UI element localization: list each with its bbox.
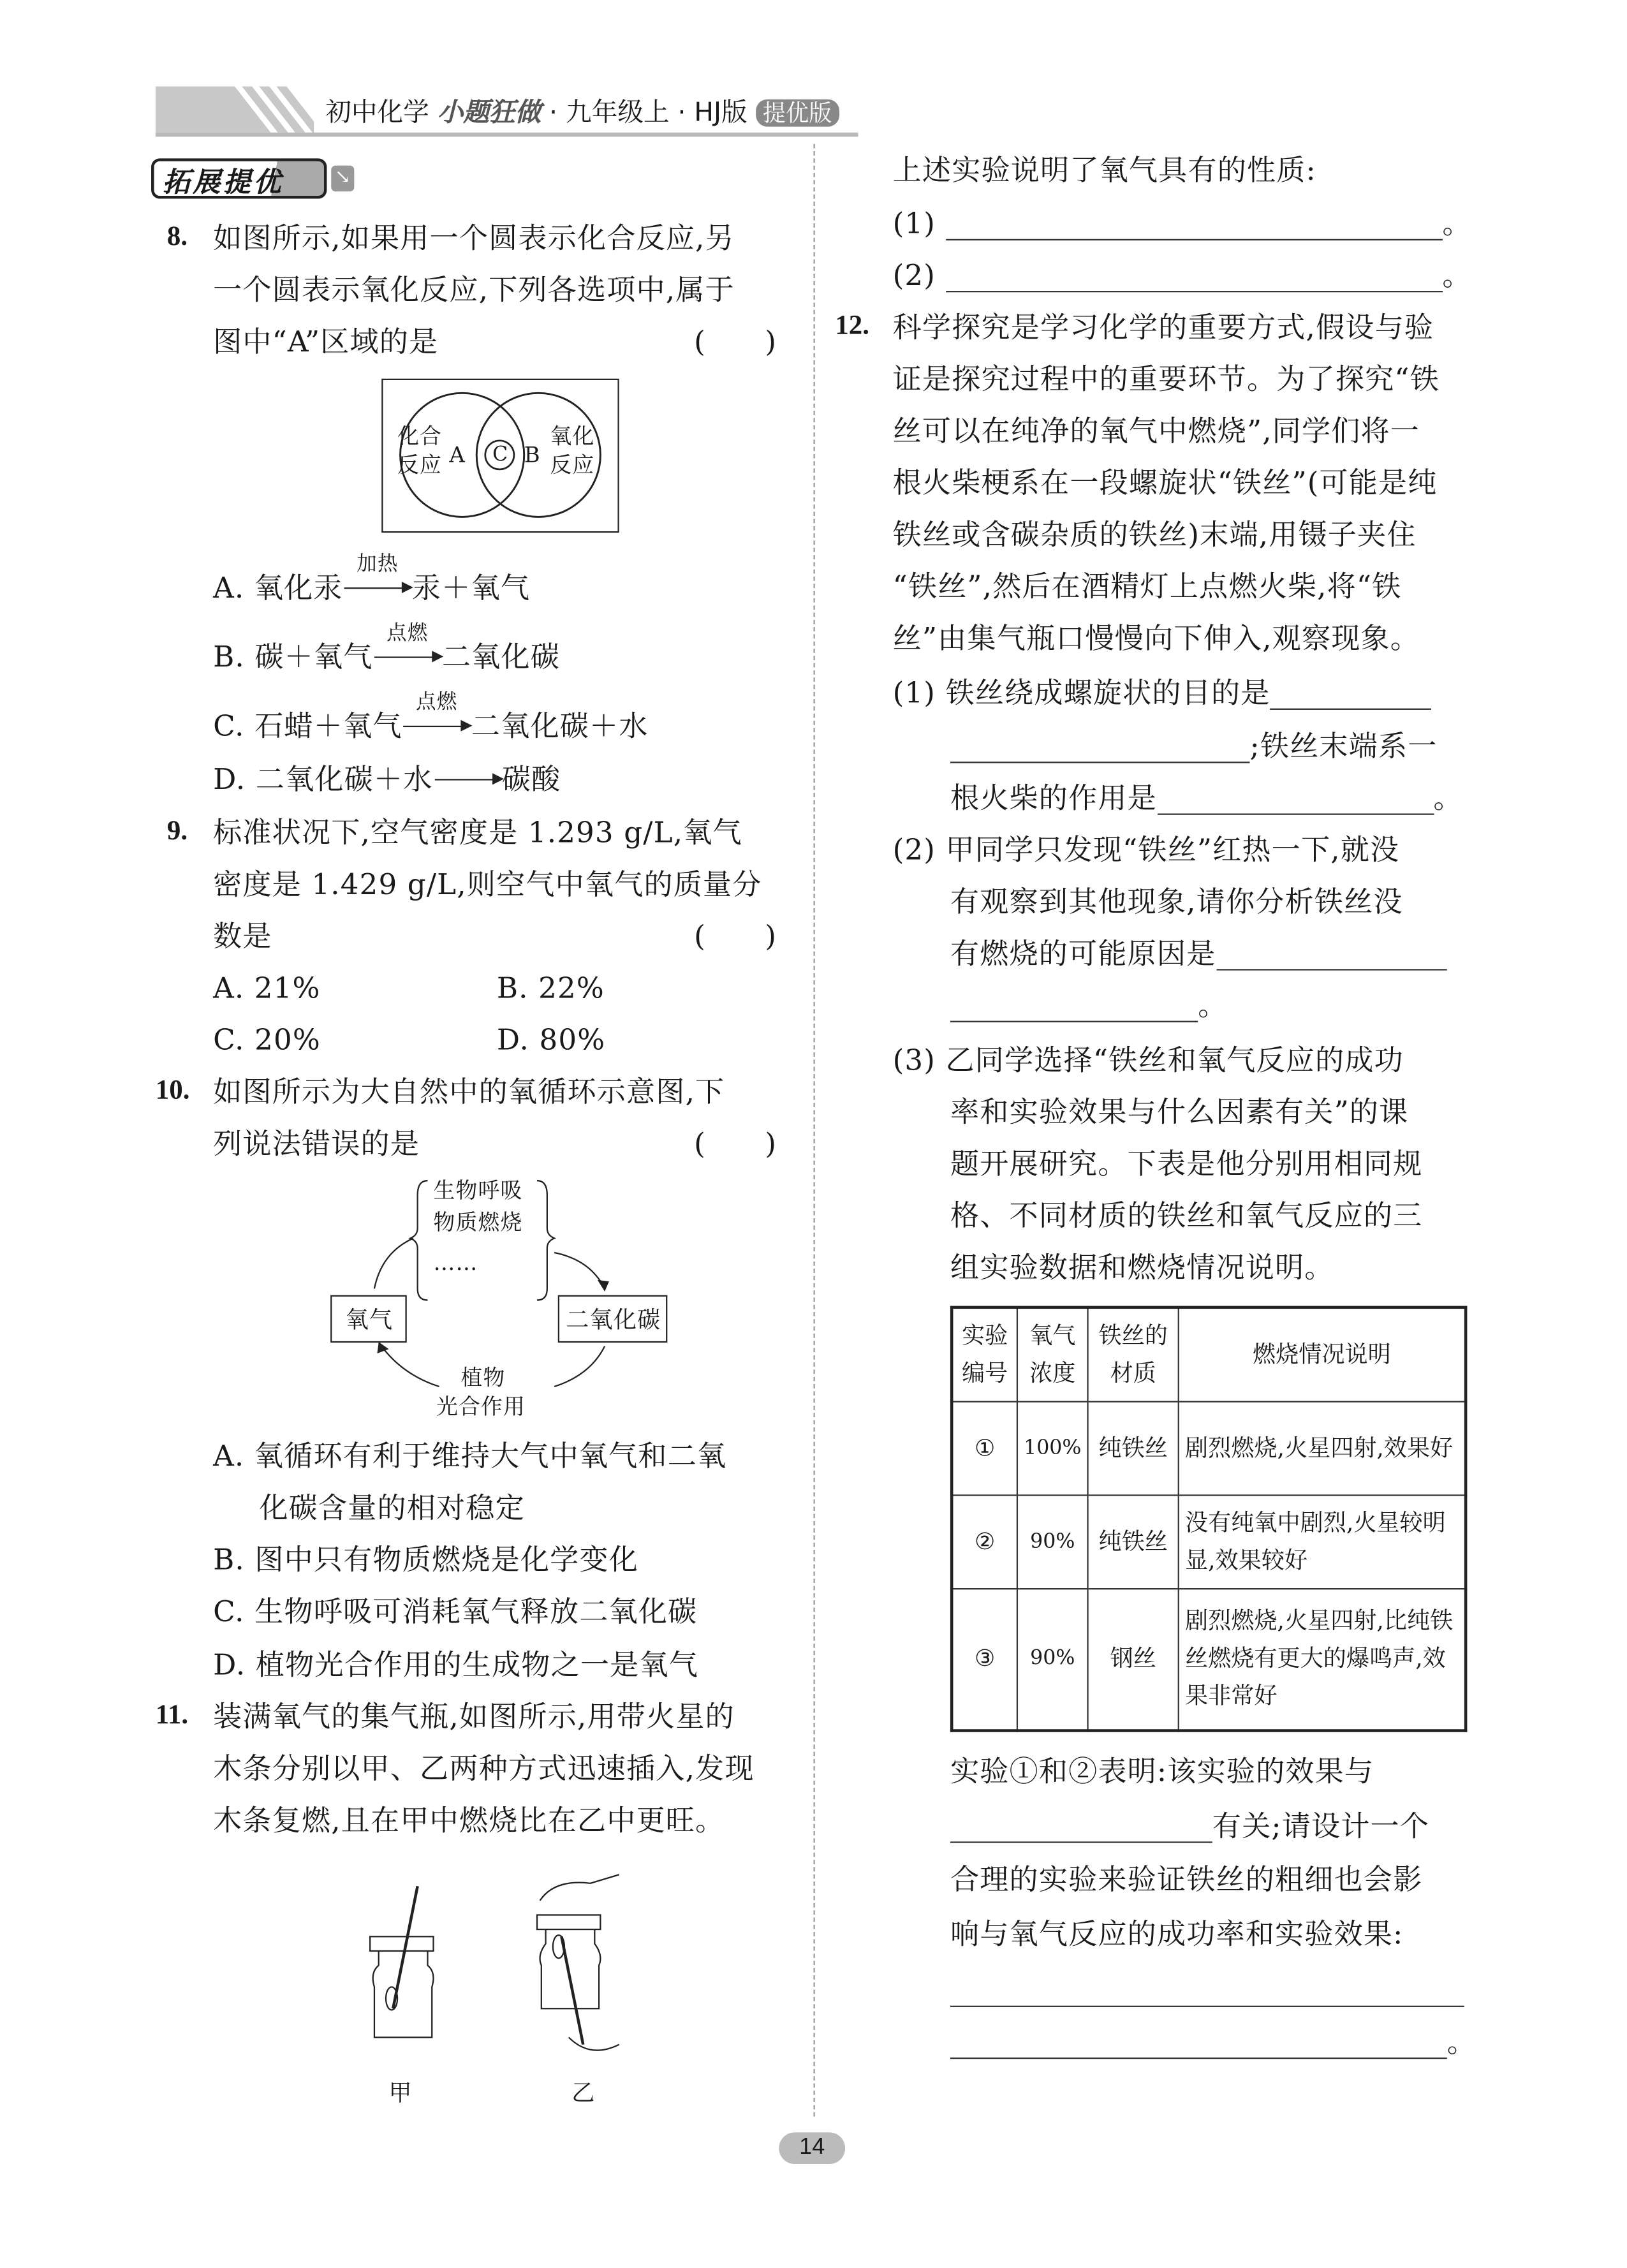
blank[interactable] — [950, 2029, 1447, 2059]
arrow-icon — [434, 779, 501, 780]
blank[interactable] — [950, 992, 1198, 1022]
venn-label: 反应 — [550, 452, 595, 478]
question-text: 格、不同材质的铁丝和氧气反应的三 — [950, 1198, 1423, 1233]
cell: 100% — [1017, 1401, 1088, 1495]
products: 碳酸 — [501, 762, 561, 797]
table-row — [952, 1494, 1466, 1588]
answer-paren[interactable]: ( ) — [694, 323, 777, 359]
question-text: (2) 甲同学只发现“铁丝”红热一下,就没 — [892, 832, 1400, 867]
question-text: 实验①和②表明:该实验的效果与 — [950, 1753, 1374, 1788]
column-divider — [813, 144, 814, 2117]
question-text: 列说法错误的是 — [213, 1126, 420, 1161]
cell: ③ — [952, 1588, 1017, 1730]
option-c[interactable]: C. 生物呼吸可消耗氧气释放二氧化碳 — [213, 1594, 698, 1629]
co2-box: 二氧化碳 — [566, 1306, 661, 1334]
option-b[interactable]: B. 22% — [496, 970, 605, 1005]
option-a-cont: 化碳含量的相对稳定 — [259, 1490, 525, 1525]
question-text: “铁丝”,然后在酒精灯上点燃火柴,将“铁 — [892, 568, 1402, 603]
arrow-icon — [374, 656, 441, 658]
header-cell — [1017, 1307, 1088, 1401]
period: 。 — [1442, 205, 1472, 241]
venn-label-c: C — [492, 443, 509, 467]
header-stripes-icon — [156, 86, 314, 135]
section-badge — [151, 158, 327, 198]
header-title — [325, 92, 839, 129]
question-text: 装满氧气的集气瓶,如图所示,用带火星的 — [213, 1698, 735, 1734]
header-badge: 提优版 — [756, 99, 839, 127]
oxygen-cycle-diagram — [324, 1174, 684, 1432]
period: 。 — [1447, 2024, 1477, 2059]
page-number: 14 — [779, 2132, 845, 2164]
cell: 90% — [1017, 1588, 1088, 1730]
question-text: 根火柴梗系在一段螺旋状“铁丝”(可能是纯 — [892, 465, 1438, 500]
arrow-icon — [404, 726, 470, 727]
cell: 剧烈燃烧,火星四射,比纯铁丝燃烧有更大的爆鸣声,效果非常好 — [1179, 1588, 1466, 1730]
item-label: (1) — [892, 205, 936, 241]
question-text: 木条分别以甲、乙两种方式迅速插入,发现 — [213, 1751, 755, 1786]
condition: 加热 — [357, 552, 399, 576]
question-text: 铁丝或含碳杂质的铁丝)末端,用镊子夹住 — [892, 517, 1417, 552]
venn-label: 化合 — [397, 423, 443, 450]
products: 二氧化碳 — [441, 639, 560, 674]
question-number: 9. — [166, 816, 188, 847]
question-text: 丝”由集气瓶口慢慢向下伸入,观察现象。 — [892, 620, 1420, 656]
reactants: 氧化汞 — [254, 570, 343, 605]
question-text: 数是 — [213, 918, 272, 954]
section-title: 拓展提优 — [163, 166, 284, 199]
figure-label-jia: 甲 — [388, 2079, 413, 2107]
header-text: 材质 — [1110, 1359, 1156, 1387]
answer-paren[interactable]: ( ) — [694, 1126, 777, 1161]
header-text: 氧气 — [1029, 1321, 1076, 1349]
question-text: 如图所示,如果用一个圆表示化合反应,另 — [213, 220, 735, 255]
option-b[interactable] — [213, 622, 560, 674]
option-a[interactable]: A. 21% — [213, 970, 321, 1005]
question-text: 响与氧气反应的成功率和实验效果: — [950, 1916, 1404, 1951]
arrow-icon — [344, 587, 411, 589]
answer-line-1[interactable] — [893, 206, 1472, 240]
question-text: 证是探究过程中的重要环节。为了探究“铁 — [892, 361, 1439, 396]
header-text: 铁丝的 — [1098, 1321, 1168, 1349]
question-text: 有关;请设计一个 — [1212, 1808, 1430, 1843]
option-label: D. — [213, 762, 246, 797]
header-subject: 初中化学 — [325, 98, 429, 128]
question-number: 11. — [155, 1700, 189, 1731]
question-number: 12. — [835, 311, 869, 342]
question-text: 有燃烧的可能原因是 — [950, 936, 1216, 971]
header-bar — [156, 86, 858, 136]
venn-label: 氧化 — [550, 423, 595, 450]
blank[interactable] — [946, 210, 1443, 240]
question-text: 木条复燃,且在甲中燃烧比在乙中更旺。 — [213, 1802, 725, 1837]
question-text: 题开展研究。下表是他分别用相同规 — [950, 1145, 1423, 1181]
header-dot: · — [677, 98, 686, 128]
cell: 没有纯氧中剧烈,火星较明显,效果较好 — [1179, 1494, 1466, 1588]
question-text: (3) 乙同学选择“铁丝和氧气反应的成功 — [892, 1042, 1404, 1077]
question-text: 一个圆表示氧化反应,下列各选项中,属于 — [213, 272, 735, 307]
header-text: 编号 — [961, 1359, 1008, 1387]
header-dot: · — [549, 98, 558, 128]
question-text: 组实验数据和燃烧情况说明。 — [950, 1249, 1334, 1285]
cell: ② — [952, 1494, 1017, 1588]
period: 。 — [1433, 780, 1463, 815]
header-edition: HJ版 — [694, 98, 747, 128]
question-text: 图中“A”区域的是 — [213, 323, 439, 359]
table-row — [952, 1588, 1466, 1730]
period: 。 — [1198, 987, 1228, 1022]
section-arrow-icon: ↘ — [331, 166, 354, 192]
question-text: (1) 铁丝绕成螺旋状的目的是 — [892, 675, 1270, 710]
header-cell — [1088, 1307, 1179, 1401]
option-c[interactable]: C. 20% — [213, 1022, 321, 1057]
venn-label-b: B — [524, 442, 541, 468]
cell: ① — [952, 1401, 1017, 1495]
cell: 纯铁丝 — [1088, 1401, 1179, 1495]
option-label: A. — [213, 570, 245, 605]
blank[interactable] — [950, 733, 1250, 763]
diagram-label: 生物呼吸 — [433, 1177, 523, 1204]
experiment-table — [950, 1306, 1467, 1732]
question-text: 有观察到其他现象,请你分析铁丝没 — [950, 884, 1403, 919]
reactants: 石蜡＋氧气 — [254, 708, 402, 743]
blank[interactable] — [950, 1813, 1212, 1843]
option-d[interactable] — [213, 762, 561, 796]
header-brand-logo: 小题狂做 — [437, 98, 541, 128]
question-text: 密度是 1.429 g/L,则空气中氧气的质量分 — [213, 867, 762, 902]
products: 二氧化碳＋水 — [471, 708, 649, 743]
question-text: 标准状况下,空气密度是 1.293 g/L,氧气 — [213, 814, 742, 850]
answer-line-2[interactable] — [893, 258, 1472, 292]
option-label: C. — [213, 708, 245, 743]
option-b[interactable]: B. 图中只有物质燃烧是化学变化 — [213, 1542, 639, 1577]
diagram-label: …… — [433, 1249, 478, 1276]
condition: 点燃 — [415, 691, 458, 714]
item-label: (2) — [892, 258, 936, 293]
question-text: 丝可以在纯净的氧气中燃烧”,同学们将一 — [892, 413, 1420, 448]
venn-label-a: A — [449, 442, 466, 468]
diagram-label: 物质燃烧 — [433, 1209, 523, 1235]
header-text: 浓度 — [1029, 1359, 1076, 1387]
gas-jar-figure — [353, 1872, 641, 2109]
blank[interactable] — [1157, 784, 1433, 814]
table-header-row — [952, 1307, 1466, 1401]
blank[interactable] — [946, 262, 1443, 292]
header-cell — [952, 1307, 1017, 1401]
venn-label: 反应 — [397, 452, 443, 478]
question-text: 科学探究是学习化学的重要方式,假设与验 — [892, 309, 1434, 344]
option-c[interactable] — [213, 691, 649, 743]
option-label: B. — [213, 639, 245, 674]
table-row — [952, 1401, 1466, 1495]
period: 。 — [1442, 258, 1472, 293]
question-text: ;铁丝末端系一 — [1249, 728, 1438, 763]
question-number: 10. — [155, 1075, 190, 1106]
answer-paren[interactable]: ( ) — [694, 918, 777, 954]
question-number: 8. — [166, 221, 188, 253]
option-a[interactable] — [213, 552, 531, 605]
figure-label-yi: 乙 — [571, 2079, 596, 2107]
header-text: 实验 — [961, 1321, 1008, 1349]
question-text: 上述实验说明了氧气具有的性质: — [892, 152, 1316, 188]
question-text: 率和实验效果与什么因素有关”的课 — [950, 1094, 1409, 1129]
cell: 钢丝 — [1088, 1588, 1179, 1730]
header-cell: 燃烧情况说明 — [1179, 1307, 1466, 1401]
oxygen-box: 氧气 — [345, 1306, 394, 1334]
question-text: 合理的实验来验证铁丝的粗细也会影 — [950, 1861, 1423, 1897]
option-a[interactable]: A. 氧循环有利于维持大气中氧气和二氧 — [213, 1438, 727, 1473]
blank[interactable] — [1270, 680, 1432, 710]
question-text: 根火柴的作用是 — [950, 780, 1157, 815]
cell: 纯铁丝 — [1088, 1494, 1179, 1588]
reactants: 二氧化碳＋水 — [255, 762, 433, 797]
venn-diagram — [381, 379, 619, 533]
diagram-label: 光合作用 — [436, 1394, 526, 1420]
header-grade: 九年级上 — [566, 98, 670, 128]
option-d[interactable]: D. 植物光合作用的生成物之一是氧气 — [213, 1647, 698, 1682]
cell: 90% — [1017, 1494, 1088, 1588]
diagram-label: 植物 — [460, 1365, 506, 1391]
blank[interactable] — [1216, 940, 1446, 970]
blank[interactable] — [950, 1977, 1464, 2007]
products: 汞＋氧气 — [412, 570, 531, 605]
reactants: 碳＋氧气 — [254, 639, 373, 674]
condition: 点燃 — [386, 622, 429, 645]
question-text: 如图所示为大自然中的氧循环示意图,下 — [213, 1074, 725, 1109]
option-d[interactable]: D. 80% — [496, 1022, 606, 1057]
cell: 剧烈燃烧,火星四射,效果好 — [1179, 1401, 1466, 1495]
